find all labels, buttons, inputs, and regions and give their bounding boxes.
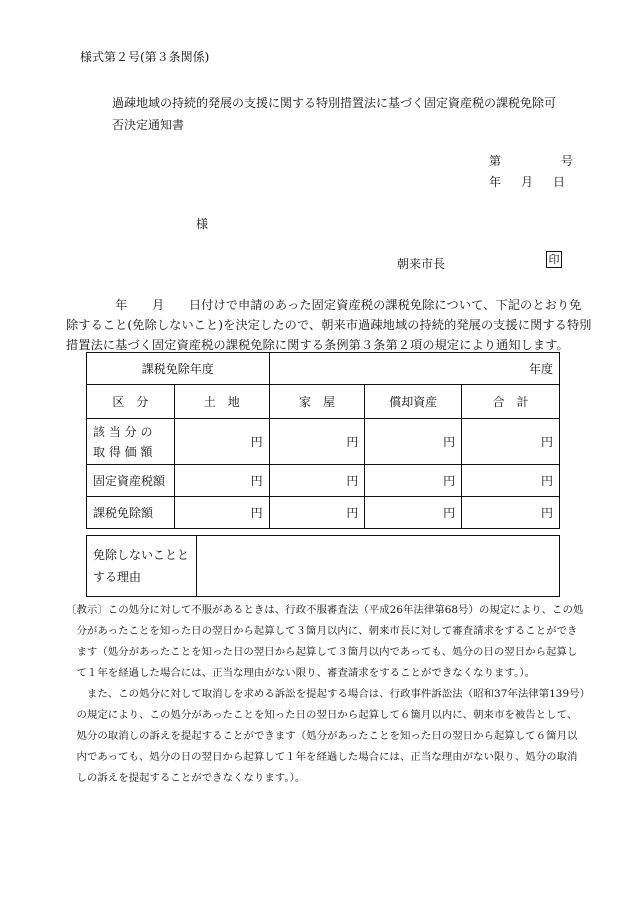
header-land: 土 地 xyxy=(174,385,269,419)
notes-line: しの訴えを提起することができなくなります。）。 xyxy=(66,772,306,784)
body-line: 措置法に基づく固定資産税の課税免除に関する条例第３条第２項の規定により通知します。 xyxy=(66,338,569,352)
row-label-exemption: 課税免除額 xyxy=(87,497,175,529)
cell-depreciable: 円 xyxy=(365,465,462,497)
notes-line: 分があったことを知った日の翌日から起算して３箇月以内に、朝来市長に対して審査請求をすることができ xyxy=(66,625,578,637)
header-category: 区 分 xyxy=(87,385,175,419)
notes-line: 処分の取消しの訴えを提起することができます（処分があったことを知った日の翌日から起算して６箇月以 xyxy=(66,730,578,742)
header-total: 合 計 xyxy=(462,385,560,419)
table-row xyxy=(87,497,560,529)
cell-total: 円 xyxy=(462,465,560,497)
notes-line: 〔教示〕この処分に対して不服があるときは、行政不服審査法（平成26年法律第68号）の規定により、この処 xyxy=(66,604,584,616)
seal-mark: 印 xyxy=(546,251,562,268)
reason-table xyxy=(86,535,560,597)
date-day: 日 xyxy=(553,175,566,189)
addressee-suffix: 様 xyxy=(196,217,209,231)
row-label-tax: 固定資産税額 xyxy=(87,465,175,497)
reason-field xyxy=(197,536,560,597)
document-title-line1: 過疎地域の持続的発展の支援に関する特別措置法に基づく固定資産税の課税免除可 xyxy=(112,96,557,110)
cell-house: 円 xyxy=(269,419,365,465)
cell-land: 円 xyxy=(174,497,269,529)
cell-house: 円 xyxy=(269,465,365,497)
table-row xyxy=(87,536,560,597)
table-row xyxy=(87,465,560,497)
year-value-cell: 年度 xyxy=(269,353,559,385)
table-header-row xyxy=(87,385,560,419)
cell-house: 円 xyxy=(269,497,365,529)
body-line: 除すること(免除しないこと)を決定したので、朝来市過疎地域の持続的発展の支援に関する特別 xyxy=(66,318,592,332)
row-label-acquisition: 該 当 分 の 取 得 価 額 xyxy=(87,419,175,465)
date-month: 月 xyxy=(521,175,534,189)
form-number-label: 様式第２号(第３条関係) xyxy=(80,50,210,64)
number-prefix: 第 xyxy=(489,154,502,168)
notice-body xyxy=(66,295,592,355)
document-number xyxy=(489,152,573,169)
cell-land: 円 xyxy=(174,419,269,465)
issuer-name: 朝来市長 xyxy=(397,257,446,271)
header-house: 家 屋 xyxy=(269,385,365,419)
cell-depreciable: 円 xyxy=(365,419,462,465)
document-date xyxy=(489,173,565,190)
cell-total: 円 xyxy=(462,497,560,529)
notes-line: また、この処分に対して取消しを求める訴訟を提起する場合は、行政事件訴訟法（昭和37年法律第139号） xyxy=(66,688,591,700)
appeal-instructions xyxy=(66,600,591,789)
notes-line: 内であっても、処分の日の翌日から起算して１年を経過した場合には、正当な理由がない限り、処分の取消 xyxy=(66,751,578,763)
year-label-cell: 課税免除年度 xyxy=(87,353,270,385)
notes-line: の規定により、この処分があったことを知った日の翌日から起算して６箇月以内に、朝来市を被告として、 xyxy=(66,709,578,721)
document-title-line2: 否決定通知書 xyxy=(112,118,185,132)
table-row xyxy=(87,419,560,465)
body-line: 年 月 日付けで申請のあった固定資産税の課税免除について、下記のとおり免 xyxy=(66,298,582,312)
number-suffix: 号 xyxy=(561,154,574,168)
cell-land: 円 xyxy=(174,465,269,497)
date-year: 年 xyxy=(489,175,502,189)
exemption-table xyxy=(86,352,560,529)
reason-label: 免除しないことと する理由 xyxy=(87,536,197,597)
cell-total: 円 xyxy=(462,419,560,465)
table-row xyxy=(87,353,560,385)
notes-line: て１年を経過した場合には、正当な理由がない限り、審査請求をすることができなくなります。）。 xyxy=(66,667,536,679)
notes-line: ます（処分があったことを知った日の翌日から起算して３箇月以内であっても、処分の日の翌日から起算し xyxy=(66,646,578,658)
cell-depreciable: 円 xyxy=(365,497,462,529)
header-depreciable: 償却資産 xyxy=(365,385,462,419)
